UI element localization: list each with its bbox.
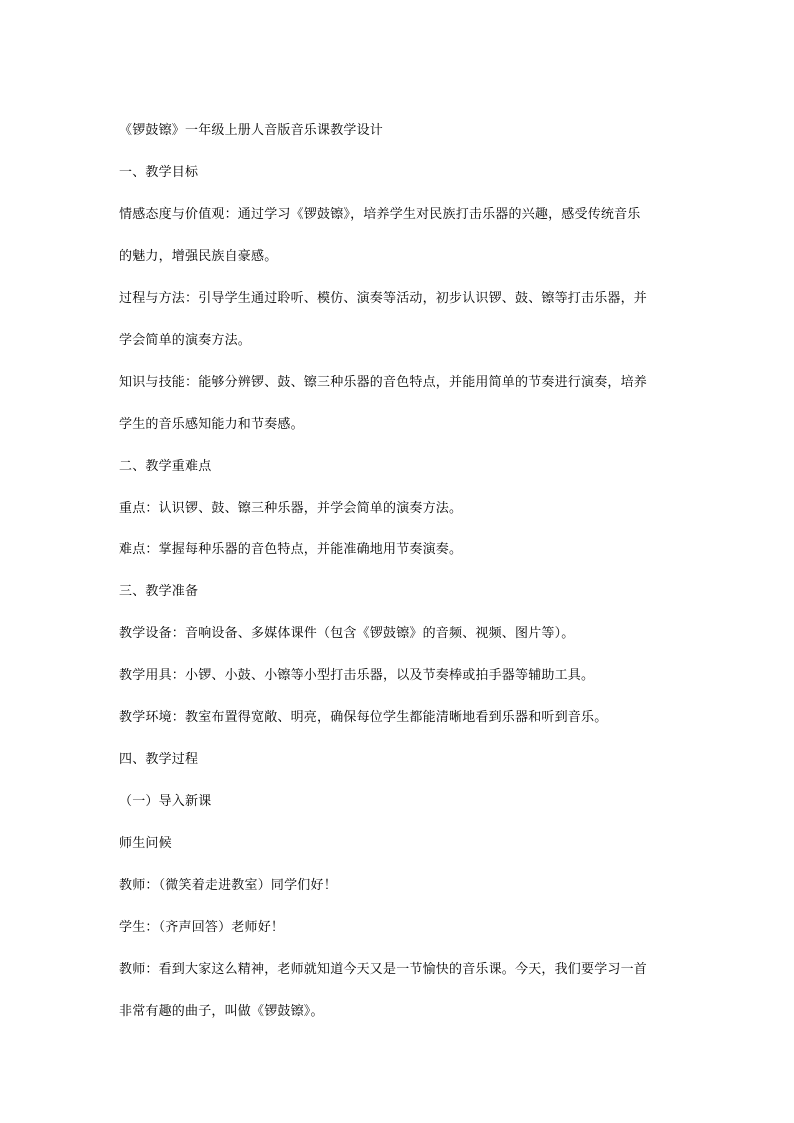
paragraph-line: 教学用具：小锣、小鼓、小镲等小型打击乐器，以及节奏棒或拍手器等辅助工具。 bbox=[119, 668, 595, 683]
dialog-line: 教师：（微笑着走进教室）同学们好！ bbox=[119, 878, 337, 893]
paragraph-line: 过程与方法：引导学生通过聆听、模仿、演奏等活动，初步认识锣、鼓、镲等打击乐器，并 bbox=[119, 291, 648, 306]
paragraph-line: 学会简单的演奏方法。 bbox=[119, 333, 252, 348]
paragraph-line: 教学设备：音响设备、多媒体课件（包含《锣鼓镲》的音频、视频、图片等）。 bbox=[119, 626, 575, 641]
dialog-line: 教师：看到大家这么精神，老师就知道今天又是一节愉快的音乐课。今天，我们要学习一首 bbox=[119, 962, 648, 977]
paragraph-line: 知识与技能：能够分辨锣、鼓、镲三种乐器的音色特点，并能用简单的节奏进行演奏，培养 bbox=[119, 375, 648, 390]
dialog-line: 学生：（齐声回答）老师好！ bbox=[119, 920, 285, 935]
document-title: 《锣鼓镲》一年级上册人音版音乐课教学设计 bbox=[119, 123, 384, 138]
paragraph-line: 的魅力，增强民族自豪感。 bbox=[119, 249, 278, 264]
subheading-greeting: 师生问候 bbox=[119, 836, 172, 851]
section-heading-teaching-goals: 一、教学目标 bbox=[119, 165, 199, 180]
paragraph-line: 重点：认识锣、鼓、镲三种乐器，并学会简单的演奏方法。 bbox=[119, 501, 463, 516]
paragraph-line: 学生的音乐感知能力和节奏感。 bbox=[119, 417, 304, 432]
dialog-line: 非常有趣的曲子，叫做《锣鼓镲》。 bbox=[119, 1004, 324, 1019]
section-heading-key-points: 二、教学重难点 bbox=[119, 459, 212, 474]
subsection-heading-introduction: （一）导入新课 bbox=[119, 794, 212, 809]
paragraph-line: 情感态度与价值观：通过学习《锣鼓镲》，培养学生对民族打击乐器的兴趣，感受传统音乐 bbox=[119, 207, 641, 222]
paragraph-line: 教学环境：教室布置得宽敞、明亮，确保每位学生都能清晰地看到乐器和听到音乐。 bbox=[119, 710, 608, 725]
paragraph-line: 难点：掌握每种乐器的音色特点，并能准确地用节奏演奏。 bbox=[119, 542, 463, 557]
section-heading-process: 四、教学过程 bbox=[119, 752, 199, 767]
section-heading-preparation: 三、教学准备 bbox=[119, 584, 199, 599]
